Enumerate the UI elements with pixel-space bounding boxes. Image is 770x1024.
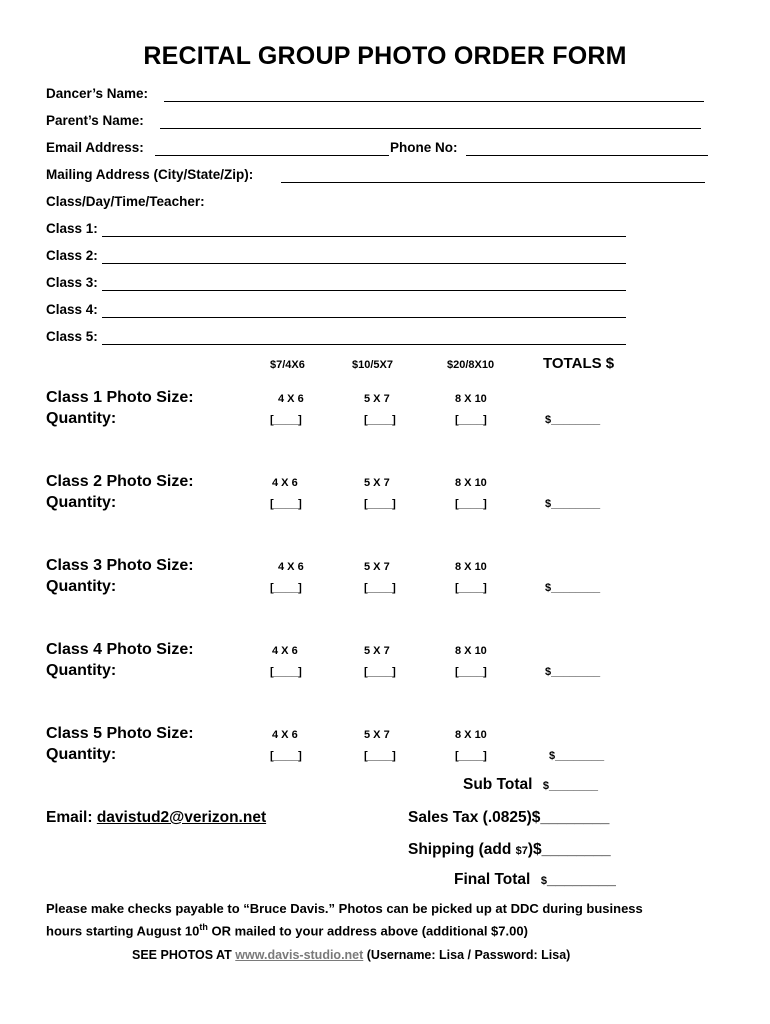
- class-4-input[interactable]: [102, 317, 626, 318]
- page-title: RECITAL GROUP PHOTO ORDER FORM: [143, 42, 627, 70]
- email-address-label: Email Address:: [46, 140, 144, 155]
- class-5-input[interactable]: [102, 344, 626, 345]
- class-4-quantity-label: Quantity:: [46, 662, 117, 679]
- subtotal-row: [463, 776, 598, 794]
- class-info-label: Class/Day/Time/Teacher:: [46, 194, 205, 209]
- class-3-quantity-label: Quantity:: [46, 578, 117, 595]
- shipping-label: Shipping (add: [408, 841, 516, 858]
- class-4-qty-5x7[interactable]: [____]: [364, 666, 396, 678]
- price-header-5x7: $10/5X7: [352, 359, 393, 371]
- class-3-qty-5x7[interactable]: [____]: [364, 582, 396, 594]
- see-photos-pre: SEE PHOTOS AT: [132, 948, 236, 962]
- class-5-size-8x10: 8 X 10: [455, 729, 487, 741]
- class-5-total[interactable]: $________: [549, 750, 605, 762]
- sales-tax-row: [408, 809, 609, 827]
- shipping-blank[interactable]: ________: [541, 841, 611, 858]
- class-3-size-8x10: 8 X 10: [455, 561, 487, 573]
- class-1-label: Class 1:: [46, 221, 98, 236]
- class-3-total[interactable]: $________: [545, 582, 601, 594]
- class-1-quantity-label: Quantity:: [46, 410, 117, 427]
- parent-name-input[interactable]: [160, 128, 701, 129]
- class-2-input[interactable]: [102, 263, 626, 264]
- shipping-close: )$: [527, 841, 542, 858]
- class-2-size-8x10: 8 X 10: [455, 477, 487, 489]
- class-4-qty-8x10[interactable]: [____]: [455, 666, 487, 678]
- class-5-size-4x6: 4 X 6: [272, 729, 298, 741]
- final-total-dollar: $: [540, 875, 547, 887]
- class-1-qty-4x6[interactable]: [____]: [270, 414, 302, 426]
- phone-input[interactable]: [466, 155, 708, 156]
- class-3-qty-4x6[interactable]: [____]: [270, 582, 302, 594]
- class-4-label: Class 4:: [46, 302, 98, 317]
- class-1-photo-size-label: Class 1 Photo Size:: [46, 389, 194, 406]
- final-total-row: [454, 871, 616, 889]
- sales-tax-label: Sales Tax (.0825)$: [408, 809, 541, 826]
- class-2-qty-4x6[interactable]: [____]: [270, 498, 302, 510]
- class-1-input[interactable]: [102, 236, 626, 237]
- sales-tax-blank[interactable]: ________: [540, 809, 610, 826]
- payment-note-line-1: Please make checks payable to “Bruce Davis.” Photos can be picked up at DDC during business: [46, 901, 643, 916]
- class-2-total[interactable]: $________: [545, 498, 601, 510]
- class-3-size-4x6: 4 X 6: [278, 561, 304, 573]
- shipping-amount: $7: [515, 845, 528, 857]
- class-4-size-5x7: 5 X 7: [364, 645, 390, 657]
- note-line2-post: OR mailed to your address above (additional $7.00): [207, 923, 528, 939]
- class-3-label: Class 3:: [46, 275, 98, 290]
- class-5-label: Class 5:: [46, 329, 98, 344]
- class-1-total[interactable]: $________: [545, 414, 601, 426]
- mailing-address-label: Mailing Address (City/State/Zip):: [46, 167, 254, 182]
- class-1-size-8x10: 8 X 10: [455, 393, 487, 405]
- price-header-8x10: $20/8X10: [447, 359, 495, 371]
- class-5-qty-8x10[interactable]: [____]: [455, 750, 487, 762]
- class-1-qty-5x7[interactable]: [____]: [364, 414, 396, 426]
- class-5-quantity-label: Quantity:: [46, 746, 117, 763]
- mailing-address-input[interactable]: [281, 182, 705, 183]
- subtotal-blank: ________: [549, 780, 598, 792]
- class-4-photo-size-label: Class 4 Photo Size:: [46, 641, 194, 658]
- class-2-photo-size-label: Class 2 Photo Size:: [46, 473, 194, 490]
- class-1-qty-8x10[interactable]: [____]: [455, 414, 487, 426]
- class-2-size-4x6: 4 X 6: [272, 477, 298, 489]
- email-address-input[interactable]: [155, 155, 389, 156]
- subtotal-dollar: $: [542, 780, 550, 792]
- class-3-input[interactable]: [102, 290, 626, 291]
- class-5-photo-size-label: Class 5 Photo Size:: [46, 725, 194, 742]
- class-5-qty-4x6[interactable]: [____]: [270, 750, 302, 762]
- email-link[interactable]: davistud2@verizon.net: [96, 809, 267, 826]
- payment-note: [46, 899, 643, 940]
- class-4-total[interactable]: $________: [545, 666, 601, 678]
- website-link[interactable]: www.davis-studio.net: [235, 948, 364, 962]
- totals-header: TOTALS $: [543, 355, 615, 372]
- class-3-size-5x7: 5 X 7: [364, 561, 390, 573]
- price-header-4x6: $7/4X6: [270, 359, 305, 371]
- class-3-qty-8x10[interactable]: [____]: [455, 582, 487, 594]
- class-2-qty-8x10[interactable]: [____]: [455, 498, 487, 510]
- subtotal-value[interactable]: [543, 780, 598, 792]
- shipping-row: [408, 841, 611, 859]
- phone-label: Phone No:: [390, 140, 458, 155]
- class-1-size-4x6: 4 X 6: [278, 393, 304, 405]
- class-2-qty-5x7[interactable]: [____]: [364, 498, 396, 510]
- final-total-label: Final Total: [454, 871, 531, 888]
- dancer-name-label: Dancer’s Name:: [46, 86, 149, 101]
- note-line2-pre: hours starting August 10: [46, 923, 200, 939]
- subtotal-label: Sub Total: [463, 776, 533, 793]
- class-5-qty-5x7[interactable]: [____]: [364, 750, 396, 762]
- see-photos-line: [132, 948, 570, 962]
- class-2-size-5x7: 5 X 7: [364, 477, 390, 489]
- class-5-size-5x7: 5 X 7: [364, 729, 390, 741]
- email-contact: [46, 809, 266, 827]
- class-2-label: Class 2:: [46, 248, 98, 263]
- email-label: Email:: [46, 809, 93, 826]
- final-total-blank[interactable]: ________: [546, 871, 616, 888]
- parent-name-label: Parent’s Name:: [46, 113, 144, 128]
- dancer-name-input[interactable]: [164, 101, 704, 102]
- class-4-qty-4x6[interactable]: [____]: [270, 666, 302, 678]
- class-1-size-5x7: 5 X 7: [364, 393, 390, 405]
- class-4-size-8x10: 8 X 10: [455, 645, 487, 657]
- see-photos-post: (Username: Lisa / Password: Lisa): [363, 948, 571, 962]
- class-4-size-4x6: 4 X 6: [272, 645, 298, 657]
- class-3-photo-size-label: Class 3 Photo Size:: [46, 557, 194, 574]
- payment-note-line-2: [46, 918, 643, 940]
- note-line2-sup: th: [199, 922, 208, 932]
- class-2-quantity-label: Quantity:: [46, 494, 117, 511]
